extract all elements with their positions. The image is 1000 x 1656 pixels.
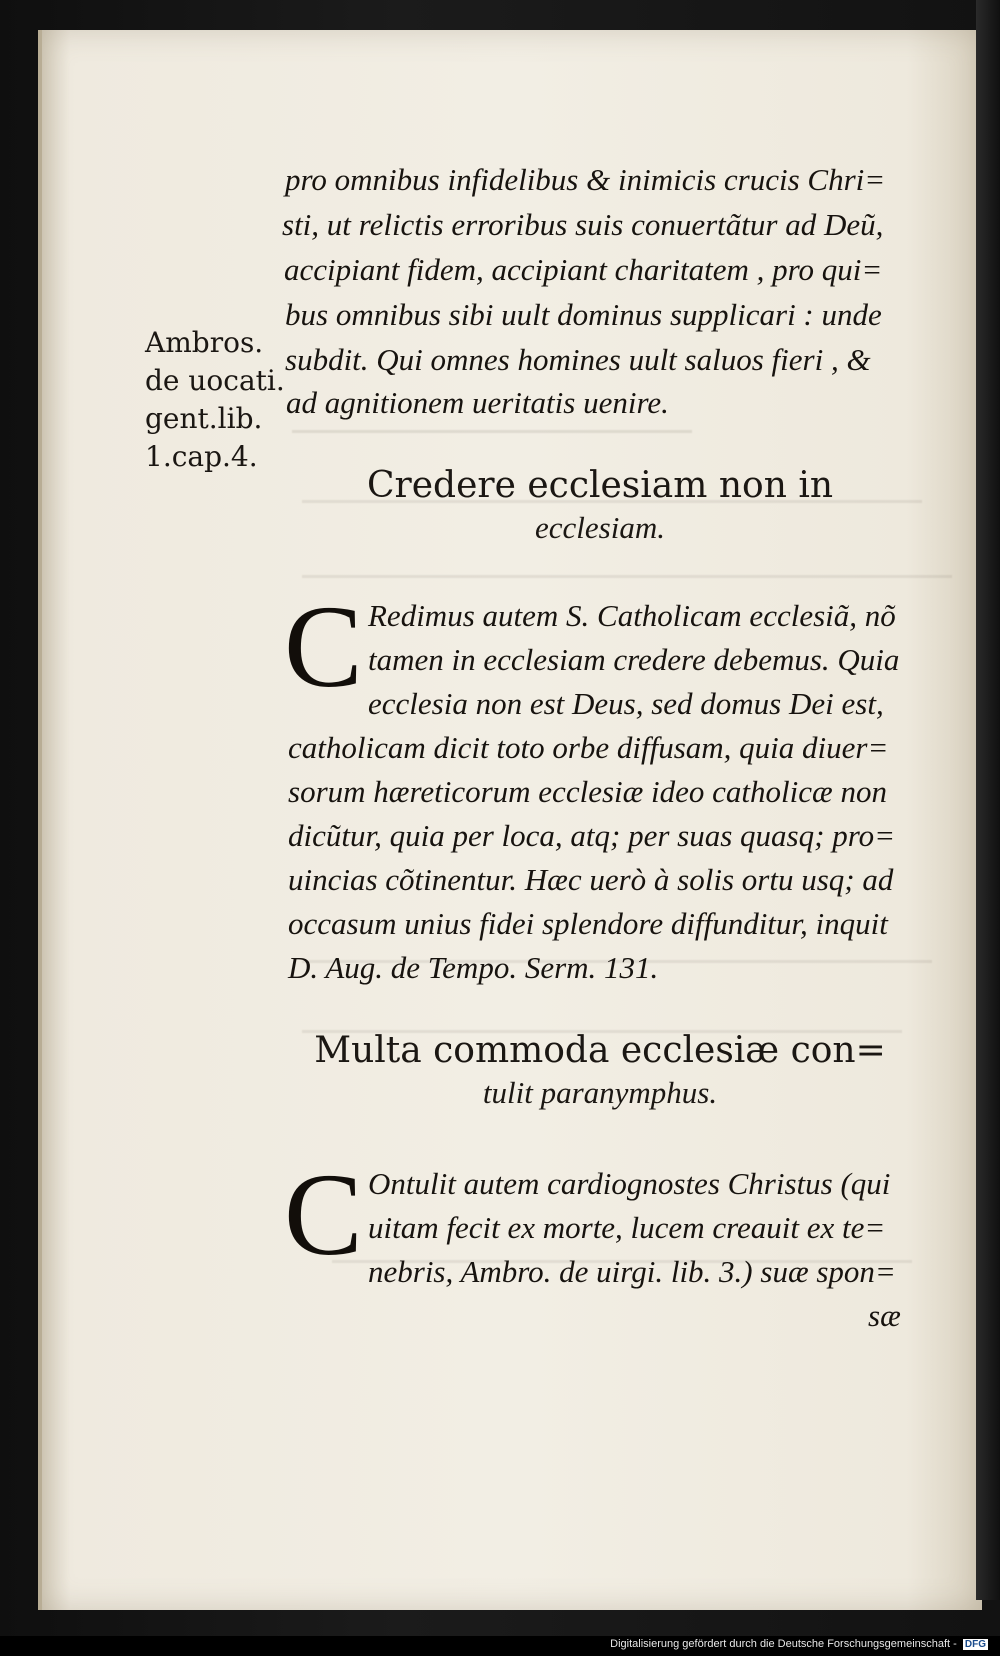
funding-text: Digitalisierung gefördert durch die Deutsche Forschungsgemeinschaft - [610,1638,957,1650]
body-line: sorum hæreticorum ecclesiæ ideo catholicæ non [288,774,887,809]
marginal-line: gent.lib. [145,402,263,435]
heading-line: Credere ecclesiam non in [366,465,834,506]
heading-line: ecclesiam. [535,510,665,545]
section-heading-2 [300,1030,900,1111]
body-line: Redimus autem S. Catholicam ecclesiã, nõ [368,598,896,633]
bleed-through-mark [292,430,692,433]
heading-line: Multa commoda ecclesiæ con= [314,1030,886,1071]
body-line: bus omnibus sibi uult dominus supplicari : unde [285,297,882,332]
body-line: accipiant fidem, accipiant charitatem , pro qui= [284,252,883,287]
marginal-line: 1.cap.4. [145,440,258,473]
body-line: ad agnitionem ueritatis uenire. [286,385,669,420]
body-line: uincias cõtinentur. Hæc uerò à solis ortu usq; ad [288,862,894,897]
catchword: sæ [868,1298,901,1333]
book-edge [976,0,1000,1600]
body-line: D. Aug. de Tempo. Serm. 131. [288,950,659,985]
body-line: subdit. Qui omnes homines uult saluos fieri , & [285,342,871,377]
dfg-logo: DFG [964,1639,986,1650]
body-line: tamen in ecclesiam credere debemus. Quia [368,642,900,677]
funding-credit [610,1638,988,1650]
body-line: pro omnibus infidelibus & inimicis crucis Chri= [285,162,886,197]
body-line: ecclesia non est Deus, sed domus Dei est, [368,686,884,721]
marginal-line: de uocati. [145,364,285,397]
body-line: dicũtur, quia per loca, atq; per suas quasq; pro= [288,818,896,853]
section-heading-1 [300,465,900,546]
body-line: Ontulit autem cardiognostes Christus (qui [368,1166,891,1201]
heading-line: tulit paranymphus. [482,1075,718,1110]
body-line: occasum unius fidei splendore diffunditur, inquit [288,906,888,941]
bleed-through-mark [302,575,952,578]
body-line: uitam fecit ex morte, lucem creauit ex te= [368,1210,886,1245]
marginal-line: Ambros. [145,326,264,359]
body-line: nebris, Ambro. de uirgi. lib. 3.) suæ spon= [368,1254,896,1289]
body-line: catholicam dicit toto orbe diffusam, quia diuer= [288,730,889,765]
marginal-note [145,324,295,476]
drop-cap-initial: C [284,581,363,712]
body-line: sti, ut relictis erroribus suis conuertãtur ad Deũ, [282,207,884,242]
drop-cap-initial: C [284,1149,363,1280]
